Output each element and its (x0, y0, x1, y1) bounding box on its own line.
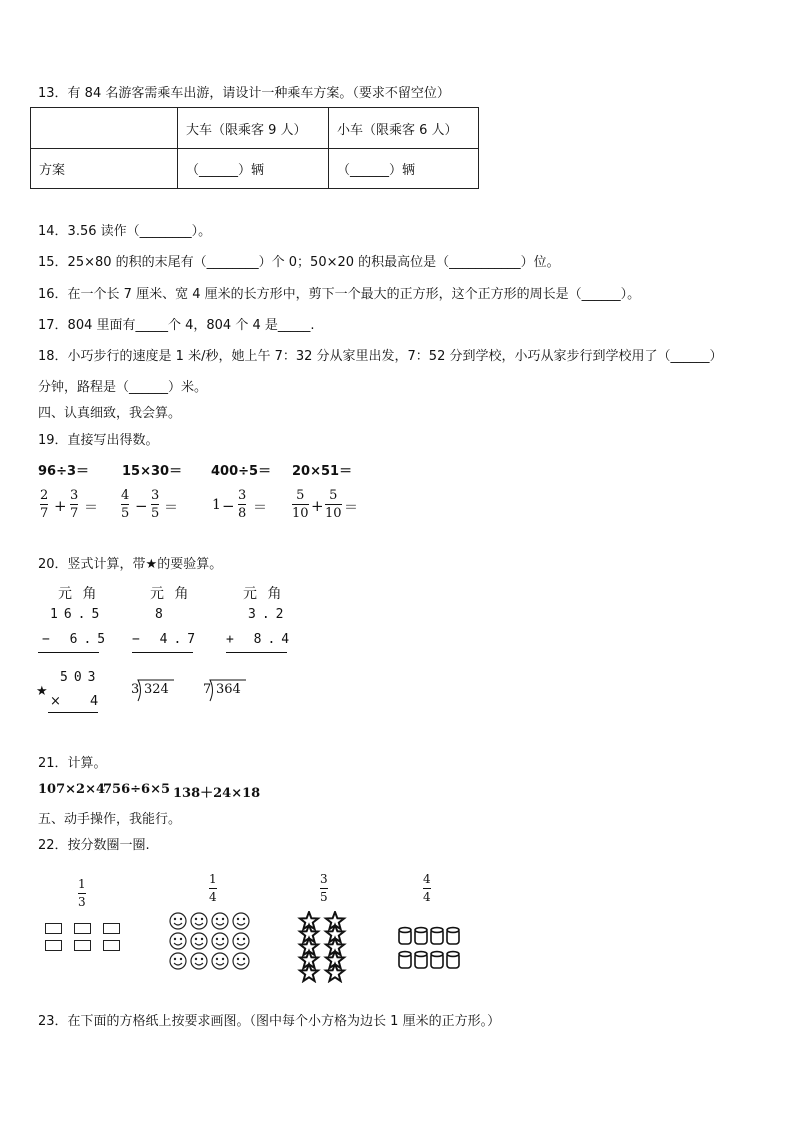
q19-frac-4b: 5 10 (325, 488, 342, 521)
cylinder-icon (447, 952, 459, 968)
rectangle-icon (74, 923, 91, 934)
q20-title: 20．竖式计算，带★的要验算。 (38, 557, 223, 572)
calc2-line (132, 652, 193, 653)
star-icon: ★ (36, 684, 48, 699)
smiley-face-icon (233, 953, 249, 969)
q14-text: 14．3.56 读作（________）。 (38, 224, 212, 239)
q17-text: 17．804 里面有_____个 4，804 个 4 是_____. (38, 318, 315, 333)
q19-frac-2b: 3 5 (151, 488, 160, 521)
mult-bottom: 4 (90, 694, 99, 709)
rectangle-icon (74, 940, 91, 951)
q19-whole-3: 1 (212, 497, 221, 513)
q22-frac-4: 4 4 (423, 872, 431, 904)
calc2-unit-header: 元 角 (150, 586, 192, 602)
calc3-bottom: + 8.4 (226, 632, 296, 647)
smiley-face-icon (233, 933, 249, 949)
smiley-face-icon (212, 913, 228, 929)
section-4-heading: 四、认真细致，我会算。 (38, 406, 182, 421)
star-icon (326, 964, 344, 981)
cylinder-icon (431, 928, 443, 944)
calc1-bottom: − 6.5 (42, 632, 112, 647)
section-5-heading: 五、动手操作，我能行。 (38, 812, 182, 827)
calc1-unit-header: 元 角 (58, 586, 100, 602)
div2-divisor: 7 (203, 682, 212, 697)
q19-op-3: − (222, 497, 235, 515)
smiley-face-icon (191, 913, 207, 929)
q19-eq-3: ＝ (253, 500, 267, 516)
cylinder-icon (415, 952, 427, 968)
div2-dividend: 364 (216, 682, 241, 697)
calc1-top: 16.5 (50, 607, 106, 622)
table-header-small-car: 小车（限乘客 6 人） (329, 108, 479, 149)
q23-text: 23．在下面的方格纸上按要求画图。（图中每个小方格为边长 1 厘米的正方形。） (38, 1014, 501, 1029)
q21-expr-1: 107×2×4 (38, 782, 106, 797)
q21-expr-2: 756÷6×5 (103, 782, 171, 797)
q22-title: 22．按分数圈一圈. (38, 838, 150, 853)
table-cell-small-car-count: （______）辆 (329, 149, 479, 189)
q21-title: 21．计算。 (38, 756, 107, 771)
q19-frac-1a: 2 7 (40, 488, 49, 521)
cylinder-icon (447, 928, 459, 944)
cylinder-icon (399, 928, 411, 944)
cylinder-icon (399, 952, 411, 968)
cylinder-group (397, 926, 463, 972)
q18-text-line1: 18．小巧步行的速度是 1 米/秒，她上午 7：32 分从家里出发，7：52 分到学校，小巧从家步行到学校用了（______） (38, 349, 723, 364)
div1-dividend: 324 (144, 682, 169, 697)
cylinder-icon (415, 928, 427, 944)
smiley-face-icon (191, 933, 207, 949)
smiley-face-icon (170, 913, 186, 929)
mult-top: 503 (60, 670, 102, 685)
table-corner-cell (31, 108, 178, 149)
q19-eq-4: ＝ (344, 500, 358, 516)
q19-op-1: + (54, 497, 67, 515)
calc2-bottom: − 4.7 (132, 632, 202, 647)
mult-op: × (50, 694, 61, 709)
q19-frac-3b: 3 8 (238, 488, 247, 521)
smiley-face-icon (233, 913, 249, 929)
smiley-face-icon (212, 953, 228, 969)
q19-expr-2: 15×30＝ (122, 464, 183, 479)
q15-text: 15．25×80 的积的末尾有（________）个 0；50×20 的积最高位是（___________）位。 (38, 255, 560, 270)
smiley-face-icon (212, 933, 228, 949)
q22-frac-3: 3 5 (320, 872, 328, 904)
table-header-big-car: 大车（限乘客 9 人） (178, 108, 329, 149)
q16-text: 16．在一个长 7 厘米、宽 4 厘米的长方形中，剪下一个最大的正方形，这个正方形的周长是（______）。 (38, 287, 641, 302)
q19-expr-3: 400÷5＝ (211, 464, 272, 479)
table-cell-big-car-count: （______）辆 (178, 149, 329, 189)
q19-title: 19．直接写出得数。 (38, 433, 159, 448)
smiley-face-icon (191, 953, 207, 969)
mult-line (48, 712, 98, 713)
q19-op-2: − (135, 497, 148, 515)
q13-text: 13．有 84 名游客需乘车出游，请设计一种乘车方案。（要求不留空位） (38, 86, 450, 101)
rectangle-icon (45, 923, 62, 934)
calc1-line (38, 652, 99, 653)
q19-expr-4: 20×51＝ (292, 464, 353, 479)
q19-frac-2a: 4 5 (121, 488, 130, 521)
q19-frac-4a: 5 10 (292, 488, 309, 521)
star-group (297, 911, 351, 983)
rectangle-icon (45, 940, 62, 951)
q22-frac-1: 1 3 (78, 877, 86, 909)
q21-expr-3: 138＋24×18 (173, 786, 261, 801)
calc3-top: 3.2 (248, 607, 290, 622)
q18-text-line2: 分钟，路程是（______）米。 (38, 380, 208, 395)
q22-frac-2: 1 4 (209, 872, 217, 904)
q19-op-4: + (311, 497, 324, 515)
cylinder-icon (431, 952, 443, 968)
q19-eq-2: ＝ (164, 500, 178, 516)
q13-plan-table (30, 107, 479, 189)
calc3-unit-header: 元 角 (243, 586, 285, 602)
q19-eq-1: ＝ (84, 500, 98, 516)
star-icon (300, 964, 318, 981)
rectangle-icon (103, 940, 120, 951)
smiley-face-group (168, 911, 252, 973)
calc2-top: 8 (155, 607, 169, 622)
div1-divisor: 3 (131, 682, 140, 697)
rectangle-icon (103, 923, 120, 934)
smiley-face-icon (170, 953, 186, 969)
smiley-face-icon (170, 933, 186, 949)
q19-frac-1b: 3 7 (70, 488, 79, 521)
q19-expr-1: 96÷3＝ (38, 464, 90, 479)
table-row-label: 方案 (31, 149, 178, 189)
calc3-line (226, 652, 287, 653)
